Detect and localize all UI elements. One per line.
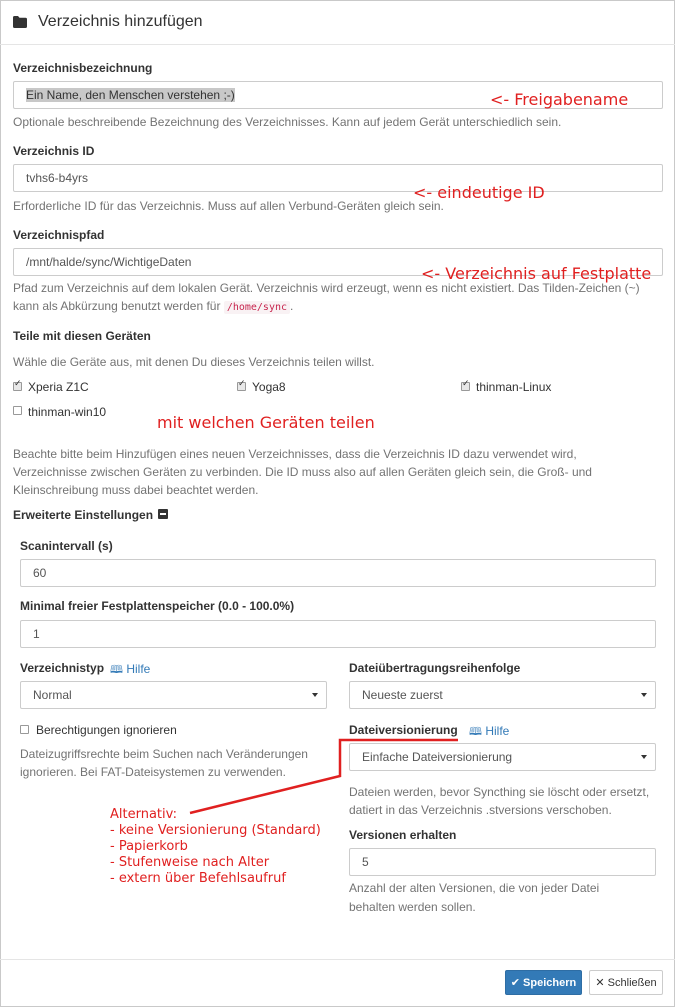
- folder-type-label: Verzeichnistyp: [20, 661, 105, 675]
- notice-line1: Beachte bitte beim Hinzufügen eines neuen Verzeichnisses, dass die Verzeichnis ID dazu verwendet wird,: [13, 447, 577, 461]
- ignore-permissions-help-line1: Dateizugriffsrechte beim Suchen nach Veränderungen: [20, 747, 308, 761]
- save-button-label: Speichern: [523, 977, 577, 989]
- versioning-help-text: Hilfe: [485, 724, 510, 738]
- book-icon: 🕮: [469, 725, 482, 738]
- save-button[interactable]: [505, 970, 582, 995]
- notice-line2: Verzeichnisse zwischen Geräten zu verbinden. Die ID muss also auf allen Geräten gleich sein, die Groß- und: [13, 465, 592, 479]
- notice-line3: Kleinschreibung muss dabei beachtet werden.: [13, 483, 259, 497]
- pull-order-select[interactable]: Neueste zuerst: [349, 681, 656, 709]
- sharing-label: Teile mit diesen Geräten: [13, 329, 151, 343]
- ignore-permissions-label: Berechtigungen ignorieren: [36, 723, 177, 737]
- scan-interval-label: Scanintervall (s): [20, 539, 113, 553]
- annotation-folder-path: <- Verzeichnis auf Festplatte: [421, 264, 652, 283]
- folder-id-input[interactable]: tvhs6-b4yrs: [13, 164, 663, 192]
- keep-versions-label: Versionen erhalten: [349, 828, 457, 842]
- versioning-label: Dateiversionierung: [349, 723, 458, 737]
- annotation-alt-item: - Stufenweise nach Alter: [110, 855, 270, 870]
- keep-versions-input[interactable]: 5: [349, 848, 656, 876]
- annotation-alternatives: [110, 807, 321, 887]
- annotation-alt-title: Alternativ:: [110, 807, 177, 822]
- keep-versions-help-line1: Anzahl der alten Versionen, die von jeder Datei: [349, 881, 600, 895]
- dialog-title: Verzeichnis hinzufügen: [38, 13, 203, 30]
- device-label-thinman-win10: thinman-win10: [28, 405, 107, 419]
- min-free-label: Minimal freier Festplattenspeicher (0.0 - 100.0%): [20, 599, 295, 613]
- annotation-alt-item: - Papierkorb: [110, 839, 188, 854]
- annotation-share-devices: mit welchen Geräten teilen: [157, 413, 375, 432]
- path-help-period: .: [290, 299, 294, 313]
- close-button-label: Schließen: [607, 977, 657, 989]
- device-label-thinman-linux: thinman-Linux: [476, 380, 552, 394]
- annotation-alt-item: - keine Versionierung (Standard): [110, 823, 321, 838]
- advanced-settings-label: Erweiterte Einstellungen: [13, 508, 154, 522]
- device-label-yoga8: Yoga8: [252, 380, 286, 394]
- annotation-alt-item: - extern über Befehlsaufruf: [110, 871, 286, 886]
- keep-versions-help-line2: behalten werden sollen.: [349, 900, 476, 914]
- id-field-label: Verzeichnis ID: [13, 144, 95, 158]
- folder-path-input[interactable]: /mnt/halde/sync/WichtigeDaten: [13, 248, 663, 276]
- pull-order-label: Dateiübertragungsreihenfolge: [349, 661, 521, 675]
- folder-type-select[interactable]: Normal: [20, 681, 327, 709]
- device-label-xperia: Xperia Z1C: [28, 380, 89, 394]
- book-icon: 🕮: [110, 663, 123, 676]
- label-field-help: Optionale beschreibende Bezeichnung des Verzeichnisses. Kann auf jedem Gerät unterschiedlich sein.: [13, 115, 562, 129]
- id-field-help: Erforderliche ID für das Verzeichnis. Muss auf allen Verbund-Geräten gleich sein.: [13, 199, 444, 213]
- versioning-help-line2: datiert in das Verzeichnis .stversions verschoben.: [349, 803, 612, 817]
- scan-interval-input[interactable]: 60: [20, 559, 656, 587]
- path-help-code: /home/sync: [224, 301, 290, 314]
- annotation-unique-id: <- eindeutige ID: [413, 183, 545, 202]
- annotation-share-name: <- Freigabename: [490, 90, 629, 109]
- path-field-help-line1: Pfad zum Verzeichnis auf dem lokalen Gerät. Verzeichnis wird erzeugt, wenn es nicht existiert. Das Tilden-Zeichen (~): [13, 281, 640, 295]
- path-field-label: Verzeichnispfad: [13, 228, 105, 242]
- label-field-label: Verzeichnisbezeichnung: [13, 61, 153, 75]
- min-free-input[interactable]: 1: [20, 620, 656, 648]
- folder-type-help-text: Hilfe: [126, 662, 151, 676]
- close-icon: ✕: [595, 976, 605, 989]
- close-button[interactable]: [589, 970, 663, 995]
- versioning-select[interactable]: Einfache Dateiversionierung: [349, 743, 656, 771]
- path-help-text: kann als Abkürzung benutzt werden für: [13, 299, 221, 313]
- folder-label-value: Ein Name, den Menschen verstehen ;-): [26, 88, 235, 102]
- ignore-permissions-help-line2: ignorieren. Bei FAT-Dateisystemen zu verwenden.: [20, 765, 286, 779]
- sharing-help: Wähle die Geräte aus, mit denen Du dieses Verzeichnis teilen willst.: [13, 355, 375, 369]
- versioning-help-line1: Dateien werden, bevor Syncthing sie löscht oder ersetzt,: [349, 785, 650, 799]
- check-icon: ✔: [510, 976, 520, 989]
